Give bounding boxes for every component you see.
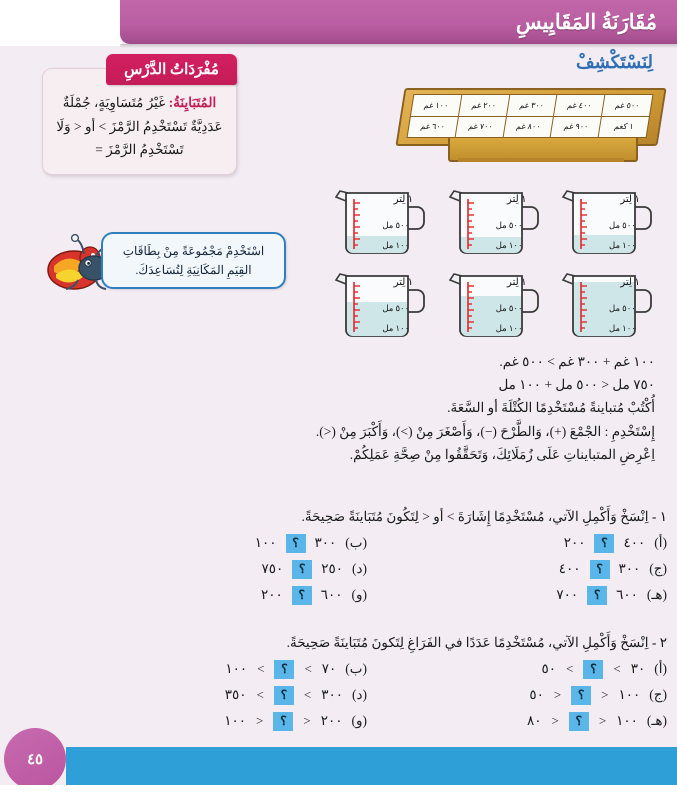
footer-bar — [66, 747, 677, 785]
cup-label-liter: ١ لِتر — [620, 194, 640, 206]
weight-cell: ٨٠٠ غم — [503, 117, 553, 138]
exercise-item — [117, 686, 367, 705]
item-tag: (د) — [351, 561, 367, 577]
comparison-operator: < — [598, 713, 607, 729]
item-tag: (ج) — [649, 561, 667, 577]
exercise-item — [417, 586, 667, 605]
comparison-operator: > — [256, 687, 264, 703]
measuring-cup — [326, 183, 431, 263]
cup-label-100ml: ١٠٠ مل — [382, 240, 410, 251]
cup-label-liter: ١ لِتر — [393, 194, 414, 206]
comparison-operator: > — [613, 661, 621, 677]
answer-blank[interactable]: ؟ — [594, 534, 614, 553]
item-right-value: ٢٠٠ — [260, 587, 283, 603]
comparison-operator: < — [256, 713, 264, 729]
cup-label-100ml: ١٠٠ مل — [495, 322, 523, 333]
hint-bubble — [101, 232, 286, 289]
weight-cell: ١ كغم — [599, 117, 649, 138]
comparison-operator: < — [553, 687, 562, 703]
weights-box-illustration — [386, 88, 658, 160]
exercise-2-instruction: اِنْسَخْ وَأَكْمِلِ الآتي، مُسْتَخْدِمًا عَدَدًا في الفَرَاغِ لِتَكونَ مُتَبَاينَةً صَحِيحَةً. — [286, 635, 649, 650]
measuring-cup — [440, 183, 545, 263]
page-number: ٤٥ — [26, 751, 44, 768]
footer-white-strip — [0, 785, 677, 807]
weights-grid — [407, 94, 654, 138]
item-tag: (و) — [351, 713, 367, 729]
item-tag: (و) — [351, 587, 367, 603]
item-right-value: ١٠٠ — [224, 713, 247, 729]
cup-label-liter: ١ لِتر — [620, 276, 640, 288]
exercise-row — [10, 560, 667, 579]
exercise-item — [417, 534, 667, 553]
cup-label-100ml: ١٠٠ مل — [609, 322, 636, 333]
hint-line-1: اسْتَخْدِمْ مَجْمُوعَةً مِنْ بِطَاقَاتِ — [122, 244, 265, 258]
cup-label-liter: ١ لِتر — [507, 194, 527, 206]
weight-cell: ٣٠٠ غم — [507, 95, 557, 116]
measuring-cups-illustration — [322, 182, 662, 347]
vocabulary-text — [55, 91, 224, 162]
measuring-cup — [553, 183, 658, 263]
weight-cell: ٥٠٠ غم — [602, 95, 652, 116]
exercise-item — [417, 686, 667, 705]
exercise-item — [117, 712, 367, 731]
top-left-white-corner — [0, 0, 122, 46]
comparison-operator: < — [601, 687, 609, 703]
example-line-2: ٧٥٠ مل < ٥٠٠ مل + ١٠٠ مل — [498, 377, 655, 393]
weight-cell: ٩٠٠ غم — [551, 117, 601, 138]
exercise-item — [417, 712, 667, 731]
exercise-item — [117, 660, 367, 679]
answer-blank[interactable]: ؟ — [583, 660, 603, 679]
exercise-row — [10, 586, 667, 605]
answer-blank[interactable]: ؟ — [274, 686, 294, 705]
cup-label-liter: ١ لِتر — [393, 276, 414, 288]
exercise-row — [10, 712, 667, 731]
cup-label-500ml: ٥٠٠ مل — [495, 220, 523, 231]
answer-blank[interactable]: ؟ — [273, 712, 293, 731]
comparison-operator: > — [304, 661, 312, 677]
item-right-value: ٥٠ — [529, 687, 544, 703]
vocabulary-tab — [106, 54, 237, 85]
exercise-2-heading — [10, 632, 667, 654]
example-line-1: ١٠٠ غم + ٣٠٠ غم > ٥٠٠ غم. — [499, 354, 655, 369]
weight-cell: ٤٠٠ غم — [554, 95, 604, 116]
item-right-value: ٧٠٠ — [556, 587, 579, 603]
exercise-item — [117, 534, 367, 553]
weights-box-base — [458, 158, 624, 162]
item-tag: (هـ) — [646, 713, 667, 729]
cup-label-100ml: ١٠٠ مل — [495, 240, 523, 251]
exercise-1-instruction: اِنْسَخْ وَأَكْمِلِ الآتي، مُسْتَخْدِمًا إِشَارَةَ > أو < لِتَكُونَ مُتَبَاينَةً صَحِيحَةً. — [301, 509, 649, 524]
exercise-item — [417, 560, 667, 579]
item-left-value: ٢٠٠ — [320, 713, 343, 729]
page-header — [120, 0, 677, 44]
page-number-badge — [4, 728, 66, 790]
vocabulary-term: المُتَبَايِنَةُ: — [168, 95, 217, 110]
answer-blank[interactable]: ؟ — [286, 534, 306, 553]
item-left-value: ٦٠٠ — [616, 587, 638, 603]
hint-line-2: القِيَمِ المَكَانِيَةِ لِتُسَاعِدَكَ. — [135, 262, 252, 277]
item-left-value: ٣٠٠ — [618, 561, 641, 577]
weight-cell: ٦٠٠ غم — [408, 117, 458, 138]
answer-blank[interactable]: ؟ — [292, 560, 312, 579]
exercise-1-heading — [10, 506, 667, 528]
weight-cell: ٧٠٠ غم — [455, 117, 505, 138]
item-right-value: ٣٥٠ — [224, 687, 247, 703]
cup-label-100ml: ١٠٠ مل — [609, 240, 636, 251]
item-left-value: ٦٠٠ — [320, 587, 343, 603]
comparison-operator: > — [566, 661, 574, 677]
cup-label-500ml: ٥٠٠ مل — [382, 302, 410, 313]
instruction-line-3: اِعْرِضِ المتبايناتِ عَلَى زُمَلَائِكَ، وَتَحَقَّقُوا مِنْ صِحَّةِ عَمَلِكُمْ. — [349, 446, 655, 462]
item-tag: (هـ) — [646, 587, 667, 603]
exercise-item — [417, 660, 667, 679]
exercise-1-number: ١ - — [651, 509, 667, 524]
instruction-line-2: إِسْتَخْدِمِ : الجْمْعَ (+)، وَالطَّرْحَ (−)، وَأَصْغَرَ مِنْ (>)، وَأَكْبَرَ مِنْ (<). — [315, 423, 655, 439]
measuring-cup — [440, 266, 545, 346]
item-left-value: ٣٠ — [630, 661, 646, 677]
cup-label-500ml: ٥٠٠ مل — [382, 220, 410, 231]
cup-label-500ml: ٥٠٠ مل — [609, 220, 636, 231]
measuring-cup — [326, 266, 431, 346]
item-tag: (ب) — [345, 661, 367, 677]
comparison-operator: < — [551, 713, 559, 729]
item-right-value: ٢٠٠ — [563, 535, 586, 551]
hint-section — [36, 222, 286, 294]
vocabulary-definition: غَيْرُ مُتَسَاوِيَةٍ، جُمْلَةٌ عَدَدِيَّةٌ تَسْتَخْدِمُ الرَّمْزَ > أو < وَلَا تَسْتَخْدِمُ الرَّمْزَ = — [56, 95, 223, 158]
exercise-row — [10, 686, 667, 705]
item-tag: (أ) — [654, 535, 667, 551]
answer-blank[interactable]: ؟ — [274, 660, 294, 679]
item-left-value: ٢٥٠ — [321, 561, 343, 577]
measuring-cup — [553, 266, 658, 346]
item-left-value: ١٠٠ — [618, 687, 641, 703]
item-right-value: ٥٠ — [541, 661, 557, 677]
item-right-value: ٨٠ — [526, 713, 542, 729]
weight-cell: ١٠٠ غم — [411, 95, 461, 116]
vocabulary-tab-label: مُفْرَدَاتُ الدَّرْسِ — [124, 62, 219, 78]
comparison-operator: > — [257, 661, 265, 677]
answer-blank[interactable]: ؟ — [571, 686, 591, 705]
item-tag: (أ) — [654, 661, 667, 677]
item-left-value: ٣٠٠ — [314, 535, 337, 551]
item-tag: (د) — [351, 687, 367, 703]
item-left-value: ٤٠٠ — [623, 535, 646, 551]
exercise-item — [117, 586, 367, 605]
cup-label-100ml: ١٠٠ مل — [382, 322, 410, 333]
comparison-operator: > — [303, 687, 312, 703]
page-title: مُقَارَنَةُ المَقَايِيسِ — [515, 9, 657, 34]
answer-blank[interactable]: ؟ — [587, 586, 607, 605]
weight-cell: ٢٠٠ غم — [459, 95, 509, 116]
item-tag: (ب) — [345, 535, 367, 551]
exercise-1-rows — [10, 534, 667, 605]
exercise-item — [117, 560, 367, 579]
cup-label-500ml: ٥٠٠ مل — [495, 302, 523, 313]
header-shadow — [120, 44, 677, 48]
item-left-value: ٣٠٠ — [321, 687, 343, 703]
explore-heading: لِنَسْتَكْشِفْ — [575, 52, 653, 72]
exercise-2 — [10, 632, 667, 738]
item-left-value: ١٠٠ — [616, 713, 638, 729]
item-right-value: ١٠٠ — [225, 661, 248, 677]
cup-label-500ml: ٥٠٠ مل — [609, 302, 636, 313]
answer-blank[interactable]: ؟ — [292, 586, 312, 605]
exercise-2-number: ٢ - — [651, 635, 667, 650]
exercise-2-rows — [10, 660, 667, 731]
answer-blank[interactable]: ؟ — [590, 560, 610, 579]
item-tag: (ج) — [649, 687, 667, 703]
instruction-line-1: أُكْتُبْ مُتباينةً مُسْتَخْدِمًا الكُتْلَةَ أو السَّعَةَ. — [447, 400, 655, 416]
item-right-value: ١٠٠ — [254, 535, 277, 551]
item-left-value: ٧٠ — [321, 661, 337, 677]
item-right-value: ٧٥٠ — [261, 561, 284, 577]
exercise-1 — [10, 506, 667, 612]
comparison-operator: < — [303, 713, 311, 729]
item-right-value: ٤٠٠ — [558, 561, 581, 577]
exercise-row — [10, 660, 667, 679]
answer-blank[interactable]: ؟ — [569, 712, 589, 731]
lesson-text-block — [255, 350, 655, 466]
cup-label-liter: ١ لِتر — [507, 276, 527, 288]
exercise-row — [10, 534, 667, 553]
